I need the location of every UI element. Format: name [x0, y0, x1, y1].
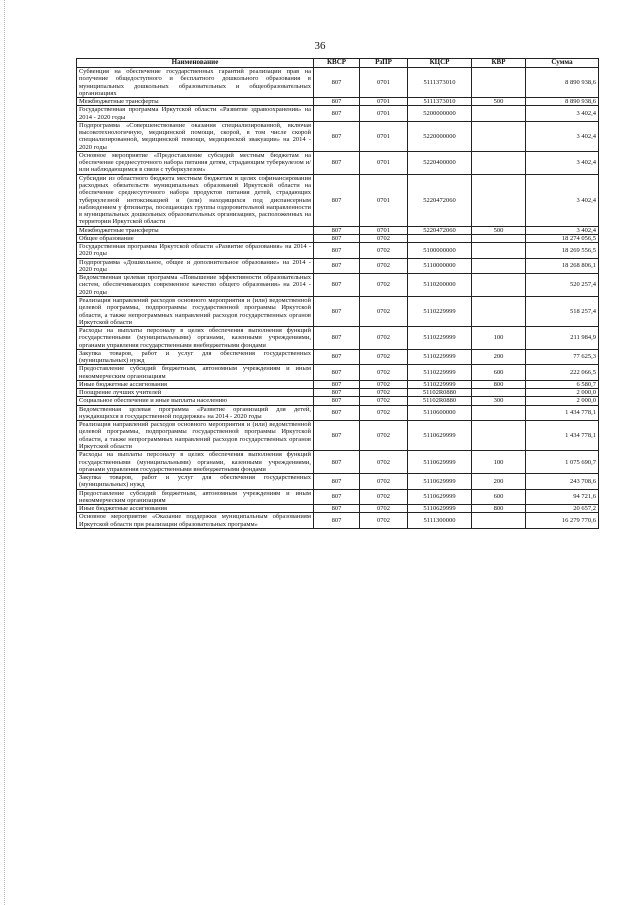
- row-kcsr-cell: 5110000000: [408, 258, 472, 274]
- row-sum-cell: 2 000,0: [526, 389, 599, 397]
- row-sum-cell: 2 000,0: [526, 397, 599, 405]
- row-kvr-cell: 300: [472, 397, 526, 405]
- row-sum-cell: 243 708,6: [526, 474, 599, 490]
- row-sum-cell: 77 625,3: [526, 349, 599, 365]
- table-row: [77, 151, 599, 174]
- row-kcsr-cell: 5110629999: [408, 451, 472, 474]
- row-sum-cell: 8 890 938,6: [526, 68, 599, 98]
- header-rzpr: РзПР: [360, 59, 408, 68]
- row-kvsr-cell: 807: [314, 243, 360, 259]
- row-kvsr-cell: 807: [314, 234, 360, 242]
- row-name-cell: Ведомственная целевая программа «Развитие организаций для детей, нуждающихся в государственной поддержке» на 2014 - 2020 годы: [77, 405, 314, 421]
- row-name-cell: Государственная программа Иркутской области «Развитие образования» на 2014 - 2020 годы: [77, 243, 314, 259]
- row-kvr-cell: 500: [472, 226, 526, 234]
- row-rzpr-cell: 0702: [360, 234, 408, 242]
- row-rzpr-cell: 0702: [360, 274, 408, 297]
- row-sum-cell: 18 268 806,1: [526, 258, 599, 274]
- header-kvsr: КВСР: [314, 59, 360, 68]
- row-name-cell: Закупка товаров, работ и услуг для обеспечения государственных (муниципальных) нужд: [77, 349, 314, 365]
- header-name: Наименование: [77, 59, 314, 68]
- row-kcsr-cell: 5111373010: [408, 68, 472, 98]
- row-kvsr-cell: 807: [314, 68, 360, 98]
- row-rzpr-cell: 0701: [360, 121, 408, 151]
- row-sum-cell: 3 402,4: [526, 121, 599, 151]
- row-sum-cell: 94 721,6: [526, 489, 599, 505]
- row-rzpr-cell: 0701: [360, 151, 408, 174]
- table-row: [77, 474, 599, 490]
- row-kvr-cell: [472, 151, 526, 174]
- row-kvsr-cell: 807: [314, 505, 360, 513]
- row-rzpr-cell: 0702: [360, 513, 408, 529]
- row-kvr-cell: [472, 106, 526, 122]
- row-rzpr-cell: 0702: [360, 421, 408, 451]
- row-name-cell: Закупка товаров, работ и услуг для обеспечения государственных (муниципальных) нужд: [77, 474, 314, 490]
- row-rzpr-cell: 0702: [360, 258, 408, 274]
- table-row: [77, 258, 599, 274]
- table-row: [77, 226, 599, 234]
- row-sum-cell: 3 402,4: [526, 151, 599, 174]
- row-kvsr-cell: 807: [314, 489, 360, 505]
- row-kvsr-cell: 807: [314, 226, 360, 234]
- row-kvr-cell: [472, 389, 526, 397]
- table-row: [77, 274, 599, 297]
- table-body: [77, 68, 599, 529]
- row-kvr-cell: [472, 68, 526, 98]
- table-row: [77, 234, 599, 242]
- row-rzpr-cell: 0702: [360, 489, 408, 505]
- row-rzpr-cell: 0702: [360, 389, 408, 397]
- table-row: [77, 397, 599, 405]
- table-row: [77, 505, 599, 513]
- row-rzpr-cell: 0702: [360, 243, 408, 259]
- row-kcsr-cell: 5110229999: [408, 365, 472, 381]
- row-kvsr-cell: 807: [314, 258, 360, 274]
- table-row: [77, 296, 599, 326]
- row-rzpr-cell: 0702: [360, 474, 408, 490]
- row-kvr-cell: 500: [472, 98, 526, 106]
- header-kvr: КВР: [472, 59, 526, 68]
- row-kvr-cell: 200: [472, 474, 526, 490]
- row-kvr-cell: [472, 234, 526, 242]
- row-rzpr-cell: 0701: [360, 68, 408, 98]
- row-rzpr-cell: 0701: [360, 98, 408, 106]
- table-row: [77, 405, 599, 421]
- row-sum-cell: 16 279 770,6: [526, 513, 599, 529]
- row-kvr-cell: [472, 274, 526, 297]
- row-kvr-cell: 600: [472, 365, 526, 381]
- row-kcsr-cell: 5110229999: [408, 349, 472, 365]
- row-kvsr-cell: 807: [314, 421, 360, 451]
- row-name-cell: Расходы на выплаты персоналу в целях обеспечения выполнения функций государственными (муниципальными) органами, казенными учреждениями, органами управления государственными внебюджетными фондами: [77, 451, 314, 474]
- row-name-cell: Основное мероприятие «Предоставление субсидий местным бюджетам на обеспечение среднесуточного набора питания детям, страдающим туберкулезом и/или наблюдающимся в связи с туберкулезом»: [77, 151, 314, 174]
- row-name-cell: Межбюджетные трансферты: [77, 226, 314, 234]
- row-kvsr-cell: 807: [314, 365, 360, 381]
- table-row: [77, 68, 599, 98]
- row-sum-cell: 18 269 556,5: [526, 243, 599, 259]
- row-kcsr-cell: 5110629999: [408, 474, 472, 490]
- row-kvr-cell: [472, 243, 526, 259]
- row-rzpr-cell: 0702: [360, 451, 408, 474]
- row-kcsr-cell: [408, 234, 472, 242]
- row-kvsr-cell: 807: [314, 380, 360, 388]
- row-rzpr-cell: 0702: [360, 349, 408, 365]
- row-sum-cell: 1 434 778,1: [526, 421, 599, 451]
- row-kvsr-cell: 807: [314, 106, 360, 122]
- row-name-cell: Государственная программа Иркутской области «Развитие здравоохранения» на 2014 - 2020 годы: [77, 106, 314, 122]
- row-kvsr-cell: 807: [314, 296, 360, 326]
- row-rzpr-cell: 0701: [360, 174, 408, 226]
- row-sum-cell: 222 066,5: [526, 365, 599, 381]
- table-row: [77, 380, 599, 388]
- scan-edge-marks: [4, 0, 7, 905]
- row-name-cell: Расходы на выплаты персоналу в целях обеспечения выполнения функций государственными (муниципальными) органами, казенными учреждениями, органами управления государственными внебюджетными фондами: [77, 327, 314, 350]
- row-rzpr-cell: 0702: [360, 365, 408, 381]
- row-kcsr-cell: 5110229999: [408, 296, 472, 326]
- row-rzpr-cell: 0702: [360, 505, 408, 513]
- row-kvr-cell: 200: [472, 349, 526, 365]
- row-sum-cell: 6 580,7: [526, 380, 599, 388]
- row-kcsr-cell: 5110629999: [408, 421, 472, 451]
- table-row: [77, 389, 599, 397]
- table-row: [77, 327, 599, 350]
- row-kvr-cell: 800: [472, 380, 526, 388]
- table-row: [77, 451, 599, 474]
- row-rzpr-cell: 0702: [360, 296, 408, 326]
- table-row: [77, 243, 599, 259]
- row-kcsr-cell: 5200000000: [408, 106, 472, 122]
- row-name-cell: Реализация направлений расходов основного мероприятия и (или) ведомственной целевой программы, подпрограммы государственной программы Иркутской области, а также непрограммных направлений расходов государственных органов Иркутской области: [77, 296, 314, 326]
- row-kvsr-cell: 807: [314, 405, 360, 421]
- page-number: 36: [314, 40, 326, 52]
- table-row: [77, 121, 599, 151]
- row-kvr-cell: [472, 258, 526, 274]
- row-kcsr-cell: 5220000000: [408, 121, 472, 151]
- row-kcsr-cell: 5220472060: [408, 226, 472, 234]
- table-row: [77, 349, 599, 365]
- row-kvsr-cell: 807: [314, 474, 360, 490]
- row-rzpr-cell: 0702: [360, 397, 408, 405]
- row-name-cell: Предоставление субсидий бюджетным, автономным учреждениям и иным некоммерческим организациям: [77, 365, 314, 381]
- row-kcsr-cell: 5110229999: [408, 327, 472, 350]
- row-kcsr-cell: 5220472060: [408, 174, 472, 226]
- row-rzpr-cell: 0702: [360, 380, 408, 388]
- row-kvr-cell: 100: [472, 327, 526, 350]
- row-kvsr-cell: 807: [314, 389, 360, 397]
- row-kvsr-cell: 807: [314, 327, 360, 350]
- row-kcsr-cell: 5110600000: [408, 405, 472, 421]
- row-name-cell: Поощрение лучших учителей: [77, 389, 314, 397]
- row-kcsr-cell: 5110629999: [408, 489, 472, 505]
- row-kcsr-cell: 51102R0880: [408, 389, 472, 397]
- row-name-cell: Предоставление субсидий бюджетным, автономным учреждениям и иным некоммерческим организациям: [77, 489, 314, 505]
- row-sum-cell: 20 657,2: [526, 505, 599, 513]
- row-kvr-cell: [472, 174, 526, 226]
- row-name-cell: Иные бюджетные ассигнования: [77, 380, 314, 388]
- row-kvr-cell: [472, 296, 526, 326]
- row-name-cell: Подпрограмма «Совершенствование оказания специализированной, включая высокотехнологичную, медицинской помощи, скорой, в том числе скорой специализированной, медицинской помощи, медицинской эвакуации» на 2014 - 2020 годы: [77, 121, 314, 151]
- row-kcsr-cell: 5111300000: [408, 513, 472, 529]
- row-kcsr-cell: 5110229999: [408, 380, 472, 388]
- row-sum-cell: 8 890 938,6: [526, 98, 599, 106]
- row-rzpr-cell: 0702: [360, 327, 408, 350]
- row-name-cell: Иные бюджетные ассигнования: [77, 505, 314, 513]
- row-sum-cell: 518 257,4: [526, 296, 599, 326]
- row-kvsr-cell: 807: [314, 174, 360, 226]
- row-kvsr-cell: 807: [314, 121, 360, 151]
- row-rzpr-cell: 0702: [360, 405, 408, 421]
- row-name-cell: Субвенция на обеспечение государственных гарантий реализации прав на получение общедоступного и бесплатного дошкольного образования в муниципальных дошкольных образовательных и общеобразовательных организациях: [77, 68, 314, 98]
- table-row: [77, 513, 599, 529]
- row-kvsr-cell: 807: [314, 451, 360, 474]
- row-kcsr-cell: 51102R0880: [408, 397, 472, 405]
- row-kvr-cell: [472, 513, 526, 529]
- row-kvr-cell: [472, 405, 526, 421]
- row-kcsr-cell: 5100000000: [408, 243, 472, 259]
- row-kvsr-cell: 807: [314, 274, 360, 297]
- row-kcsr-cell: 5111373010: [408, 98, 472, 106]
- row-sum-cell: 520 257,4: [526, 274, 599, 297]
- row-rzpr-cell: 0701: [360, 226, 408, 234]
- row-kcsr-cell: 5110629999: [408, 505, 472, 513]
- row-kvsr-cell: 807: [314, 513, 360, 529]
- row-kcsr-cell: 5110200000: [408, 274, 472, 297]
- row-kvr-cell: [472, 421, 526, 451]
- row-name-cell: Ведомственная целевая программа «Повышение эффективности образовательных систем, обеспечивающих современное качество общего образования» на 2014 - 2020 годы: [77, 274, 314, 297]
- row-kvr-cell: 800: [472, 505, 526, 513]
- row-sum-cell: 3 402,4: [526, 106, 599, 122]
- budget-table: [76, 58, 599, 529]
- row-name-cell: Реализация направлений расходов основного мероприятия и (или) ведомственной целевой программы, подпрограммы государственной программы Иркутской области, а также непрограммных направлений расходов государственных органов Иркутской области: [77, 421, 314, 451]
- row-kcsr-cell: 5220400000: [408, 151, 472, 174]
- header-kcsr: КЦСР: [408, 59, 472, 68]
- row-name-cell: Субсидии из областного бюджета местным бюджетам в целях софинансирования расходных обязательств муниципальных образований Иркутской области на обеспечение среднесуточного набора продуктов питания детей, страдающих туберкулезной интоксикацией и (или) находящихся под диспансерным наблюдением у фтизиатра, посещающих группы оздоровительной направленности в муниципальных дошкольных образовательных организациях, расположенных на территории Иркутской области: [77, 174, 314, 226]
- row-name-cell: Подпрограмма «Дошкольное, общее и дополнительное образование» на 2014 - 2020 годы: [77, 258, 314, 274]
- table-row: [77, 489, 599, 505]
- row-sum-cell: 1 075 690,7: [526, 451, 599, 474]
- row-kvsr-cell: 807: [314, 349, 360, 365]
- row-name-cell: Общее образование: [77, 234, 314, 242]
- table-row: [77, 365, 599, 381]
- row-rzpr-cell: 0701: [360, 106, 408, 122]
- row-name-cell: Межбюджетные трансферты: [77, 98, 314, 106]
- row-sum-cell: 211 984,9: [526, 327, 599, 350]
- row-kvsr-cell: 807: [314, 151, 360, 174]
- row-kvsr-cell: 807: [314, 397, 360, 405]
- table-header-row: [77, 59, 599, 68]
- row-sum-cell: 18 274 056,5: [526, 234, 599, 242]
- row-name-cell: Основное мероприятие «Оказание поддержки муниципальным образованиям Иркутской области при реализации образовательных программ»: [77, 513, 314, 529]
- header-sum: Сумма: [526, 59, 599, 68]
- table-row: [77, 421, 599, 451]
- row-name-cell: Социальное обеспечение и иные выплаты населению: [77, 397, 314, 405]
- table-row: [77, 106, 599, 122]
- row-sum-cell: 3 402,4: [526, 174, 599, 226]
- row-kvr-cell: [472, 121, 526, 151]
- row-sum-cell: 3 402,4: [526, 226, 599, 234]
- row-kvsr-cell: 807: [314, 98, 360, 106]
- row-kvr-cell: 100: [472, 451, 526, 474]
- row-sum-cell: 1 434 778,1: [526, 405, 599, 421]
- table-row: [77, 98, 599, 106]
- table-row: [77, 174, 599, 226]
- row-kvr-cell: 600: [472, 489, 526, 505]
